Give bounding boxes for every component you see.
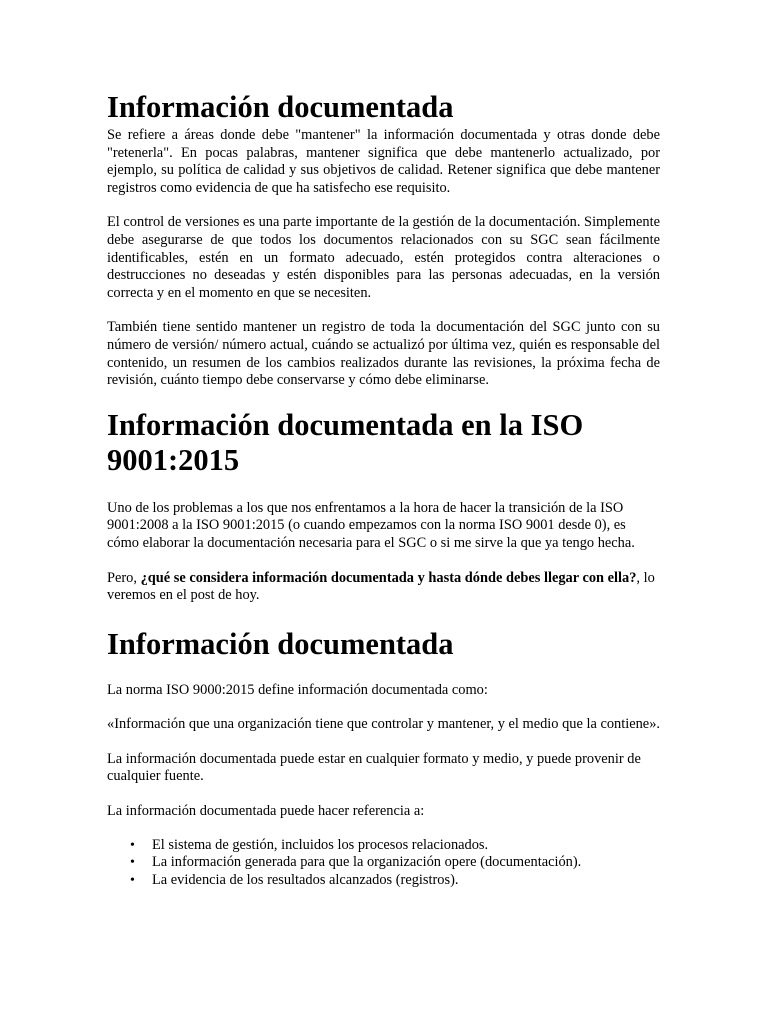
question-bold: ¿qué se considera información documentada y hasta dónde debes llegar con ella? [140, 569, 637, 586]
paragraph-control-versiones: El control de versiones es una parte importante de la gestión de la documentación. Simplemente debe asegurarse de que todos los documentos relacionados con su SGC sean fácilmente identificables, estén en un formato adecuado, estén protegidos contra alteraciones o destrucciones no deseadas y estén disponibles para las personas adecuadas, en la versión correcta y en el momento en que se necesiten. [107, 214, 660, 301]
question-prefix: Pero, [107, 569, 141, 586]
list-item-text: La información generada para que la organización opere (documentación). [152, 854, 582, 871]
paragraph-mantener-retener: Se refiere a áreas donde debe "mantener" la información documentada y otras donde debe "retenerla". En pocas palabras, mantener significa que debe mantenerlo actualizado, por ejemplo, su política de calidad y sus objetivos de calidad. Retener significa que debe mantener registros como evidencia de que ha satisfecho ese requisito. [107, 127, 660, 196]
bullet-icon: • [130, 855, 135, 871]
list-item [130, 871, 660, 890]
reference-list [107, 837, 660, 890]
bullet-icon: • [130, 837, 135, 853]
list-item-text: El sistema de gestión, incluidos los procesos relacionados. [152, 836, 489, 853]
paragraph-definicion: La norma ISO 9000:2015 define información documentada como: [107, 681, 488, 698]
paragraph-referencia: La información documentada puede hacer referencia a: [107, 803, 425, 820]
list-item [130, 854, 660, 872]
paragraph-formato-medio: La información documentada puede estar en cualquier formato y medio, y puede provenir de cualquier fuente. [107, 750, 641, 785]
list-item [130, 836, 660, 855]
paragraph-cita-definicion: «Información que una organización tiene que controlar y mantener, y el medio que la contiene». [107, 716, 660, 733]
paragraph-question [107, 570, 660, 605]
list-item-text: La evidencia de los resultados alcanzados (registros). [152, 871, 459, 888]
paragraph-registro-documentacion: También tiene sentido mantener un registro de toda la documentación del SGC junto con su número de versión/ número actual, cuándo se actualizó por última vez, quién es responsable del contenido, un resumen de los cambios realizados durante las revisiones, la próxima fecha de revisión, cuánto tiempo debe conservarse y cómo debe eliminarse. [107, 319, 660, 389]
section-heading-informacion-documentada-2: Información documentada [107, 626, 454, 661]
section-heading-informacion-documentada: Información documentada [107, 90, 454, 124]
document-page [107, 90, 660, 889]
bullet-icon: • [130, 872, 135, 888]
section-heading-iso-9001-2015: Información documentada en la ISO 9001:2015 [107, 407, 584, 477]
paragraph-transicion-iso: Uno de los problemas a los que nos enfrentamos a la hora de hacer la transición de la ISO 9001:2008 a la ISO 9001:2015 (o cuando empezamos con la norma ISO 9001 desde 0), es cómo elaborar la documentación necesaria para el SGC o si me sirve la que ya tengo hecha. [107, 499, 635, 551]
question-suffix: , lo veremos en el post de hoy. [107, 569, 655, 604]
